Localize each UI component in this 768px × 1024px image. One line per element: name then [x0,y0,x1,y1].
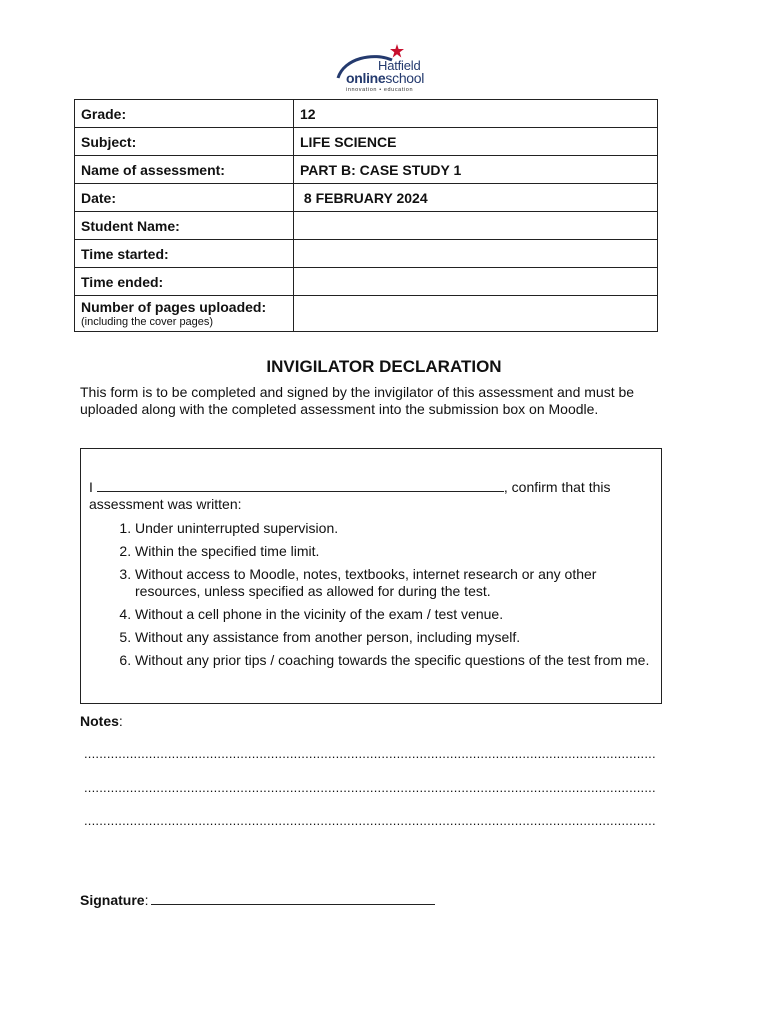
logo-word-online: online [346,70,386,86]
table-row [75,156,658,184]
declaration-title: INVIGILATOR DECLARATION [266,357,502,376]
row-label: Time ended: [75,268,294,296]
row-value: PART B: CASE STUDY 1 [294,156,658,184]
table-row [75,268,658,296]
row-label: Date: [75,184,294,212]
school-logo [334,44,434,96]
invigilator-name-blank[interactable] [97,479,504,492]
pages-uploaded-field[interactable] [294,296,658,332]
list-item: 5. Without any assistance from another person, including myself. [135,629,653,646]
conditions-list [89,520,653,669]
logo-word-hatfield: Hatfield [378,58,421,73]
notes-line-1[interactable]: ...................................................................................................................................................... [84,746,656,761]
notes-line-2[interactable]: ...................................................................................................................................................... [84,780,656,795]
row-value: LIFE SCIENCE [294,128,658,156]
list-item: 2. Within the specified time limit. [135,543,653,560]
star-icon [390,44,404,58]
signature-label: Signature [80,892,145,908]
list-item: 1. Under uninterrupted supervision. [135,520,653,537]
notes-line-3[interactable]: ...................................................................................................................................................... [84,813,656,828]
logo-tagline: innovation • education [346,87,414,93]
row-label: Subject: [75,128,294,156]
confirm-statement [89,479,653,513]
table-row [75,128,658,156]
row-value: 8 FEBRUARY 2024 [294,184,658,212]
logo-word-school: school [385,70,425,86]
notes-heading [80,713,123,729]
row-value: 12 [294,100,658,128]
row-label: Time started: [75,240,294,268]
declaration-intro: This form is to be completed and signed by the invigilator of this assessment and must be uploaded along with the completed assessment into the submission box on Moodle. [80,384,635,417]
notes-label: Notes [80,713,119,729]
row-label: Name of assessment: [75,156,294,184]
signature-blank[interactable] [151,892,435,905]
time-started-field[interactable] [294,240,658,268]
row-label: Student Name: [75,212,294,240]
row-label: Grade: [75,100,294,128]
table-row [75,100,658,128]
row-label-with-note [75,296,294,332]
row-note: (including the cover pages) [81,316,214,328]
time-ended-field[interactable] [294,268,658,296]
row-label: Number of pages uploaded: [81,299,267,315]
logo-word-onlineschool [346,70,424,86]
list-item: 6. Without any prior tips / coaching towards the specific questions of the test from me. [135,652,653,669]
table-row [75,212,658,240]
confirm-suffix: , confirm that this assessment was written: [89,479,611,512]
list-item: 3. Without access to Moodle, notes, textbooks, internet research or any other resources, unless specified as allowed for during the test. [135,566,653,600]
student-name-field[interactable] [294,212,658,240]
signature-row [80,892,435,908]
notes-colon: : [118,713,123,729]
table-row [75,240,658,268]
confirm-prefix: I [89,479,93,495]
signature-colon: : [144,892,149,908]
assessment-info-table [74,99,658,332]
list-item: 4. Without a cell phone in the vicinity of the exam / test venue. [135,606,653,623]
declaration-box [80,448,662,704]
table-row [75,184,658,212]
table-row [75,296,658,332]
